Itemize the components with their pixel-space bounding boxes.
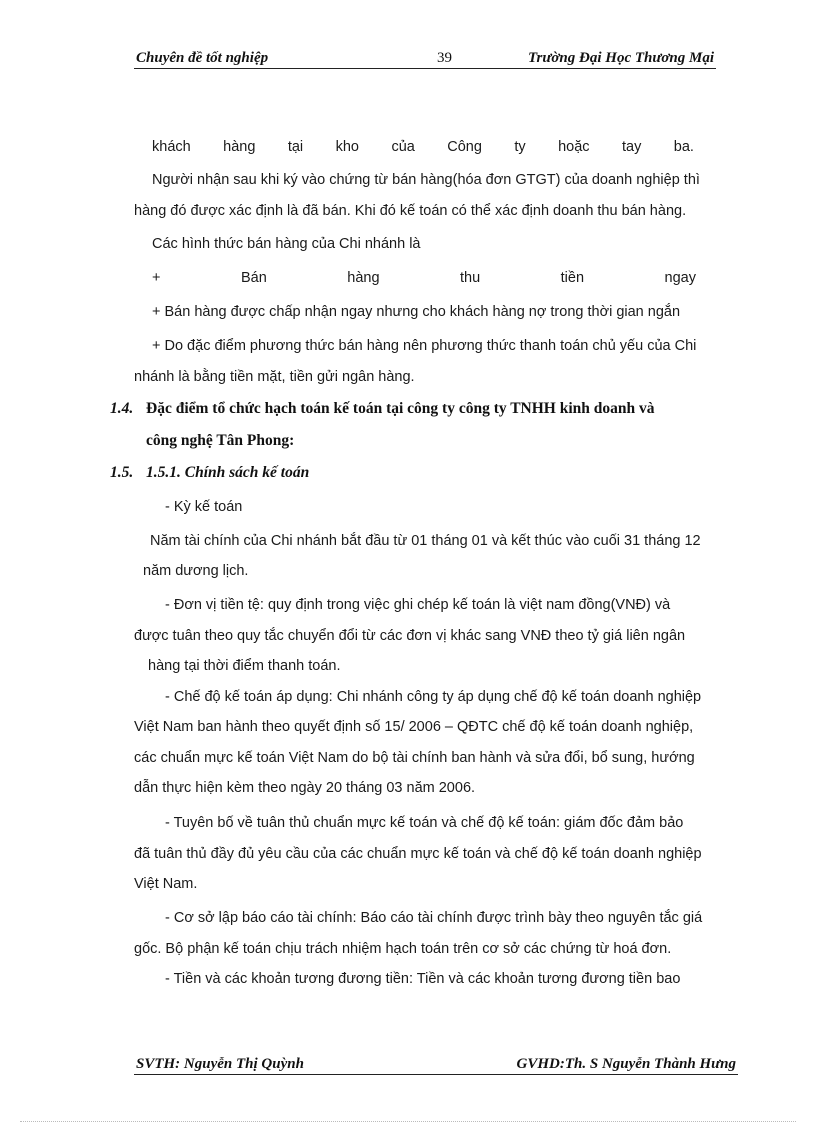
paragraph-tuyen-bo-line-3: Việt Nam.	[134, 876, 198, 892]
paragraph-ky-ke-toan: - Kỳ kế toán	[165, 499, 243, 515]
header-right-title: Trường Đại Học Thương Mại	[527, 50, 714, 66]
body-line-1	[152, 137, 694, 157]
word: ngay	[664, 270, 696, 286]
footer-student: SVTH: Nguyễn Thị Quỳnh	[136, 1056, 304, 1072]
word: hàng	[223, 139, 256, 155]
word: Công	[447, 139, 482, 155]
page-number: 39	[437, 50, 452, 66]
section-title: Đặc điểm tổ chức hạch toán kế toán tại công ty công ty TNHH kinh doanh và	[146, 400, 655, 417]
paragraph-don-vi-tien-te-line-2: được tuân theo quy tắc chuyển đổi từ các đơn vị khác sang VNĐ theo tỷ giá liên ngân	[134, 628, 686, 644]
body-line-6: + Bán hàng được chấp nhận ngay nhưng cho khách hàng nợ trong thời gian ngắn	[152, 304, 681, 320]
word: hàng	[347, 270, 380, 286]
body-line-8: nhánh là bằng tiền mặt, tiền gửi ngân hàng.	[134, 369, 415, 385]
header-left-title: Chuyên đề tốt nghiệp	[136, 50, 269, 66]
word: Bán	[240, 270, 267, 286]
section-heading-1-4	[110, 398, 710, 420]
word: ba.	[673, 139, 694, 155]
word: ty	[514, 139, 526, 155]
body-line-7: + Do đặc điểm phương thức bán hàng nên phương thức thanh toán chủ yếu của Chi	[152, 338, 697, 354]
paragraph-don-vi-tien-te-line-3: hàng tại thời điểm thanh toán.	[148, 658, 341, 674]
page-footer	[134, 1054, 738, 1075]
paragraph-che-do-ke-toan-line-4: dẫn thực hiện kèm theo ngày 20 tháng 03 năm 2006.	[134, 780, 476, 796]
body-line-5	[152, 268, 696, 288]
page-bottom-dotted-rule	[20, 1121, 796, 1122]
word: hoặc	[558, 139, 590, 155]
word: thu	[460, 270, 481, 286]
page-header	[134, 48, 716, 69]
paragraph-tien-va-tuong-duong: - Tiền và các khoản tương đương tiền: Tiền và các khoản tương đương tiền bao	[165, 971, 681, 987]
paragraph-tuyen-bo-line-1: - Tuyên bố về tuân thủ chuẩn mực kế toán và chế độ kế toán: giám đốc đảm bảo	[165, 815, 684, 831]
body-line-4: Các hình thức bán hàng của Chi nhánh là	[152, 236, 421, 252]
section-number: 1.5.	[110, 464, 134, 481]
word: khách	[152, 139, 191, 155]
body-line-3: hàng đó được xác định là đã bán. Khi đó kế toán có thể xác định doanh thu bán hàng.	[134, 203, 687, 219]
body-line-2: Người nhận sau khi ký vào chứng từ bán hàng(hóa đơn GTGT) của doanh nghiệp thì	[152, 172, 700, 188]
paragraph-co-so-lap-bctc-line-1: - Cơ sở lập báo cáo tài chính: Báo cáo tài chính được trình bày theo nguyên tắc giá	[165, 910, 703, 926]
section-number: 1.4.	[110, 400, 134, 417]
section-heading-1-5	[110, 462, 510, 484]
word: tiền	[560, 270, 585, 286]
word: +	[152, 270, 161, 286]
paragraph-che-do-ke-toan-line-3: các chuẩn mực kế toán Việt Nam do bộ tài chính ban hành và sửa đổi, bổ sung, hướng	[134, 750, 695, 766]
word: của	[391, 139, 415, 155]
paragraph-nam-tai-chinh-line-2: năm dương lịch.	[143, 563, 249, 579]
paragraph-nam-tai-chinh-line-1: Năm tài chính của Chi nhánh bắt đầu từ 01 tháng 01 và kết thúc vào cuối 31 tháng 12	[150, 533, 701, 549]
footer-advisor: GVHD:Th. S Nguyễn Thành Hưng	[516, 1056, 736, 1072]
paragraph-che-do-ke-toan-line-2: Việt Nam ban hành theo quyết định số 15/ 2006 – QĐTC chế độ kế toán doanh nghiệp,	[134, 719, 694, 735]
section-heading-1-4-continued: công nghệ Tân Phong:	[146, 432, 295, 449]
word: tay	[621, 139, 642, 155]
paragraph-don-vi-tien-te-line-1: - Đơn vị tiền tệ: quy định trong việc ghi chép kế toán là việt nam đồng(VNĐ) và	[165, 597, 671, 613]
paragraph-che-do-ke-toan-line-1: - Chế độ kế toán áp dụng: Chi nhánh công ty áp dụng chế độ kế toán doanh nghiệp	[165, 689, 702, 705]
word: tại	[287, 139, 304, 155]
paragraph-co-so-lap-bctc-line-2: gốc. Bộ phận kế toán chịu trách nhiệm hạch toán trên cơ sở các chứng từ hoá đơn.	[134, 941, 672, 957]
word: kho	[335, 139, 359, 155]
paragraph-tuyen-bo-line-2: đã tuân thủ đầy đủ yêu cầu của các chuẩn mực kế toán và chế độ kế toán doanh nghiệp	[134, 846, 702, 862]
section-title: 1.5.1. Chính sách kế toán	[146, 464, 310, 481]
